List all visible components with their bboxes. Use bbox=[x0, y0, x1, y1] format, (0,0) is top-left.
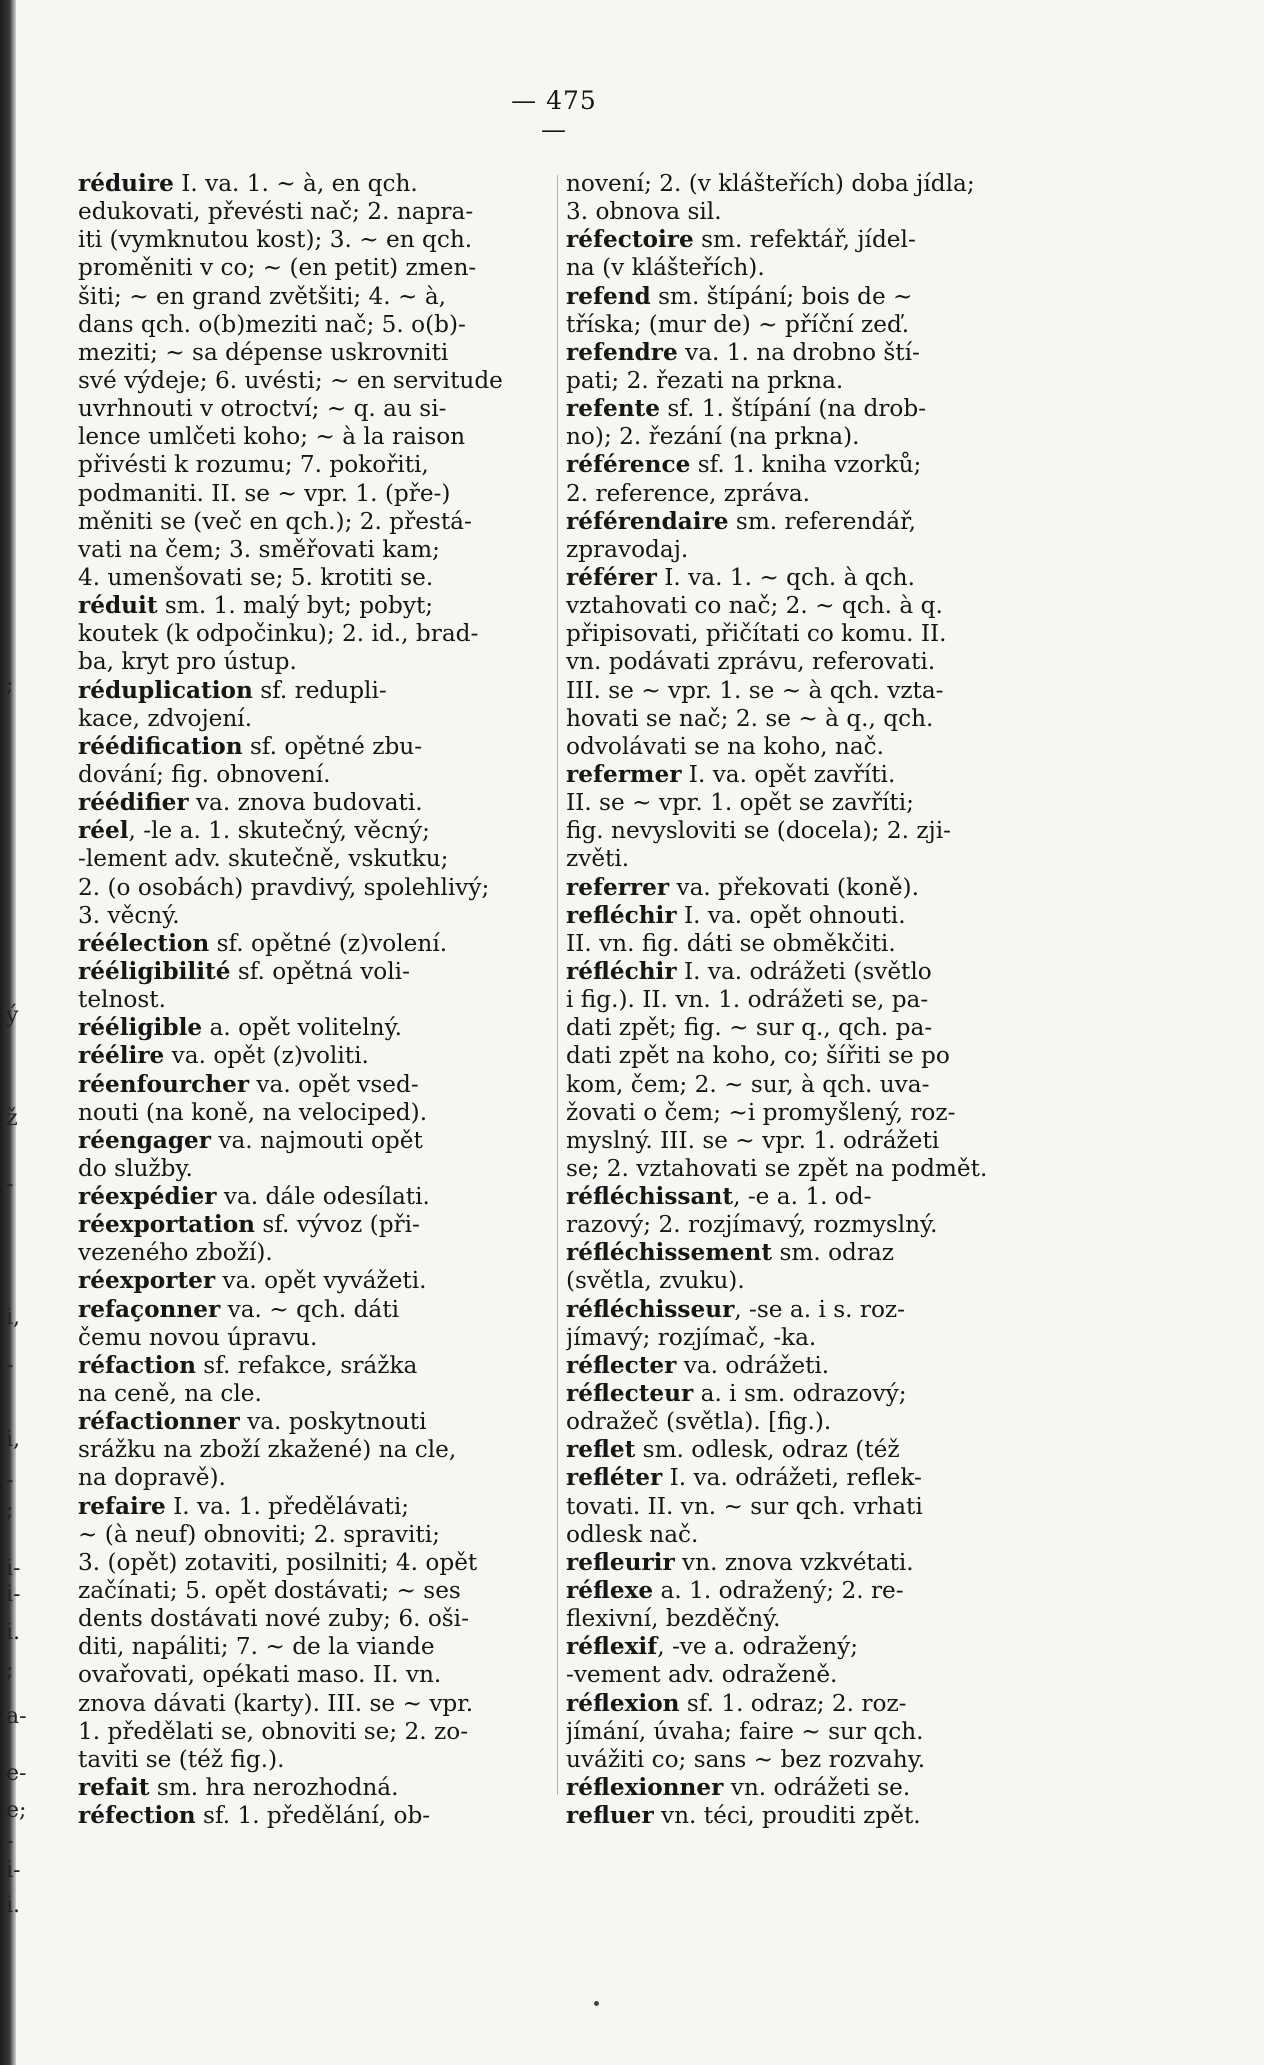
dictionary-line: réfactionner va. poskytnouti bbox=[78, 1408, 427, 1436]
headword: réduire bbox=[78, 170, 174, 197]
dictionary-line: jímání, úvaha; faire ~ sur qch. bbox=[566, 1717, 924, 1745]
dictionary-line: réfléchissant, -e a. 1. od- bbox=[566, 1183, 872, 1211]
dictionary-line: jímavý; rozjímač, -ka. bbox=[566, 1323, 817, 1351]
dictionary-line: podmaniti. II. se ~ vpr. 1. (pře-) bbox=[78, 479, 451, 507]
dictionary-line: 3. obnova sil. bbox=[566, 198, 722, 226]
edge-mark: ý bbox=[6, 1003, 19, 1028]
dictionary-line: srážku na zboží zkažené) na cle, bbox=[78, 1436, 457, 1464]
edge-mark: a- bbox=[6, 1704, 27, 1729]
edge-mark: ; bbox=[6, 673, 14, 698]
edge-mark: i- bbox=[6, 1858, 21, 1883]
dictionary-line: nouti (na koně, na velociped). bbox=[78, 1098, 428, 1126]
headword: refermer bbox=[566, 760, 682, 788]
headword: réenfourcher bbox=[78, 1070, 250, 1098]
headword: réflexionner bbox=[566, 1774, 724, 1802]
dictionary-line: rééligibilité sf. opětná voli- bbox=[78, 957, 410, 985]
dictionary-line: hovati se nač; 2. se ~ à q., qch. bbox=[566, 704, 934, 732]
dictionary-line: diti, napáliti; 7. ~ de la viande bbox=[78, 1633, 435, 1661]
page-number: — 475 — bbox=[511, 86, 597, 144]
dictionary-line: réfléchisseur, -se a. i s. roz- bbox=[566, 1295, 905, 1323]
dictionary-line: razový; 2. rozjímavý, rozmyslný. bbox=[566, 1211, 938, 1239]
dictionary-line: réel, -le a. 1. skutečný, věcný; bbox=[78, 817, 430, 845]
dictionary-line: réfléchissement sm. odraz bbox=[566, 1239, 895, 1267]
headword: refend bbox=[566, 282, 651, 310]
headword: réfactionner bbox=[78, 1408, 240, 1436]
dictionary-line: refend sm. štípání; bois de ~ bbox=[566, 282, 913, 310]
dictionary-line: žovati o čem; ~i promyšlený, roz- bbox=[566, 1098, 956, 1126]
headword: refendre bbox=[566, 338, 678, 366]
dictionary-line: réflexionner vn. odrážeti se. bbox=[566, 1774, 911, 1802]
edge-mark: ž bbox=[6, 1106, 18, 1131]
headword: réflecteur bbox=[566, 1380, 694, 1408]
dictionary-line: réexportation sf. vývoz (při- bbox=[78, 1211, 420, 1239]
dictionary-line: 3. věcný. bbox=[78, 901, 180, 929]
headword: reflet bbox=[566, 1436, 636, 1464]
headword: référendaire bbox=[566, 507, 729, 535]
dictionary-line: refleurir vn. znova vzkvétati. bbox=[566, 1548, 914, 1576]
dictionary-line: kom, čem; 2. ~ sur, à qch. uva- bbox=[566, 1070, 930, 1098]
dictionary-line: refermer I. va. opět zavříti. bbox=[566, 760, 896, 788]
dictionary-line: do služby. bbox=[78, 1154, 193, 1182]
dictionary-line: na ceně, na cle. bbox=[78, 1380, 262, 1408]
dictionary-line: réédification sf. opětné zbu- bbox=[78, 732, 423, 760]
headword: refente bbox=[566, 395, 661, 423]
dictionary-line: pati; 2. řezati na prkna. bbox=[566, 366, 844, 394]
stray-dot bbox=[594, 2001, 599, 2006]
dictionary-line: dati zpět; fig. ~ sur q., qch. pa- bbox=[566, 1014, 933, 1042]
dictionary-line: čemu novou úpravu. bbox=[78, 1323, 318, 1351]
dictionary-line: znova dávati (karty). III. se ~ vpr. bbox=[78, 1689, 474, 1717]
edge-mark: i, bbox=[6, 1427, 21, 1452]
headword: réfléchisseur bbox=[566, 1295, 735, 1323]
dictionary-line: référer I. va. 1. ~ qch. à qch. bbox=[566, 563, 915, 591]
dictionary-line: vztahovati co nač; 2. ~ qch. à q. bbox=[566, 592, 943, 620]
dictionary-line: 1. předělati se, obnoviti se; 2. zo- bbox=[78, 1717, 469, 1745]
right-dictionary-column bbox=[566, 170, 1046, 1830]
adjacent-page-edge-marks bbox=[6, 0, 32, 2065]
edge-mark: - bbox=[6, 1353, 14, 1378]
headword: réflexif bbox=[566, 1633, 658, 1661]
headword: réflexion bbox=[566, 1689, 680, 1717]
edge-mark: i. bbox=[6, 1620, 21, 1645]
dictionary-line: vezeného zboží). bbox=[78, 1239, 273, 1267]
edge-mark: i, bbox=[6, 1305, 21, 1330]
dictionary-line: vati na čem; 3. směřovati kam; bbox=[78, 535, 440, 563]
dictionary-line: refluer vn. téci, prouditi zpět. bbox=[566, 1802, 921, 1830]
dictionary-line: uvrhnouti v otroctví; ~ q. au si- bbox=[78, 395, 447, 423]
headword: réflecter bbox=[566, 1351, 677, 1379]
dictionary-line: ba, kryt pro ústup. bbox=[78, 648, 297, 676]
dictionary-line: réenfourcher va. opět vsed- bbox=[78, 1070, 419, 1098]
dictionary-line: lence umlčeti koho; ~ à la raison bbox=[78, 423, 466, 451]
headword: réengager bbox=[78, 1126, 211, 1154]
dictionary-line: uvážiti co; sans ~ bez rozvahy. bbox=[566, 1745, 926, 1773]
dictionary-line: iti (vymknutou kost); 3. ~ en qch. bbox=[78, 226, 473, 254]
dictionary-line: na dopravě). bbox=[78, 1464, 226, 1492]
dictionary-line: rééligible a. opět volitelný. bbox=[78, 1014, 402, 1042]
dictionary-line: připisovati, přičítati co komu. II. bbox=[566, 620, 947, 648]
dictionary-line: refaire I. va. 1. předělávati; bbox=[78, 1492, 410, 1520]
headword: rééligible bbox=[78, 1014, 203, 1042]
headword: réfléchissement bbox=[566, 1239, 773, 1267]
headword: referrer bbox=[566, 873, 670, 901]
dictionary-line: novení; 2. (v klášteřích) doba jídla; bbox=[566, 170, 975, 197]
edge-mark: i- bbox=[6, 1582, 21, 1607]
headword: réexpédier bbox=[78, 1183, 217, 1211]
dictionary-line: začínati; 5. opět dostávati; ~ ses bbox=[78, 1577, 461, 1605]
dictionary-line: telnost. bbox=[78, 986, 166, 1014]
dictionary-line: réflexif, -ve a. odražený; bbox=[566, 1633, 859, 1661]
dictionary-line: no); 2. řezání (na prkna). bbox=[566, 423, 860, 451]
dictionary-line: meziti; ~ sa dépense uskrovniti bbox=[78, 338, 449, 366]
dictionary-line: réfectoire sm. refektář, jídel- bbox=[566, 226, 916, 254]
dictionary-line: kace, zdvojení. bbox=[78, 704, 253, 732]
edge-mark: ; bbox=[6, 1658, 14, 1683]
dictionary-line: dati zpět na koho, co; šířiti se po bbox=[566, 1042, 950, 1070]
headword: refluer bbox=[566, 1802, 654, 1830]
dictionary-line: se; 2. vztahovati se zpět na podmět. bbox=[566, 1154, 988, 1182]
dictionary-line: dents dostávati nové zuby; 6. oši- bbox=[78, 1605, 469, 1633]
dictionary-line: ~ (à neuf) obnoviti; 2. spraviti; bbox=[78, 1520, 440, 1548]
dictionary-line: réfaction sf. refakce, srážka bbox=[78, 1351, 418, 1379]
dictionary-line: (světla, zvuku). bbox=[566, 1267, 745, 1295]
dictionary-line: proměniti v co; ~ (en petit) zmen- bbox=[78, 254, 477, 282]
dictionary-line: fig. nevysloviti se (docela); 2. zji- bbox=[566, 817, 951, 845]
dictionary-line: réflecteur a. i sm. odrazový; bbox=[566, 1380, 907, 1408]
edge-mark: i. bbox=[6, 1893, 21, 1918]
dictionary-line: réduire I. va. 1. ~ à, en qch. bbox=[78, 170, 418, 197]
edge-mark: i- bbox=[6, 1556, 21, 1581]
headword: réel bbox=[78, 817, 129, 845]
headword: refaçonner bbox=[78, 1295, 221, 1323]
edge-mark: - bbox=[6, 1468, 14, 1493]
dictionary-line: refaçonner va. ~ qch. dáti bbox=[78, 1295, 399, 1323]
edge-mark: ; bbox=[6, 1498, 14, 1523]
headword: réfléchissant bbox=[566, 1183, 734, 1211]
headword: réduit bbox=[78, 592, 158, 620]
headword: réduplication bbox=[78, 676, 253, 704]
headword: réflexe bbox=[566, 1577, 654, 1605]
dictionary-line: -vement adv. odraženě. bbox=[566, 1661, 838, 1689]
dictionary-line: II. vn. fig. dáti se obměkčiti. bbox=[566, 929, 896, 957]
dictionary-line: vn. podávati zprávu, referovati. bbox=[566, 648, 936, 676]
edge-mark: e- bbox=[6, 1761, 27, 1786]
dictionary-line: své výdeje; 6. uvésti; ~ en servitude bbox=[78, 366, 503, 394]
dictionary-line: dování; fig. obnovení. bbox=[78, 760, 331, 788]
headword: refaire bbox=[78, 1492, 166, 1520]
dictionary-line: přivésti k rozumu; 7. pokořiti, bbox=[78, 451, 429, 479]
headword: refléchir bbox=[566, 901, 677, 929]
dictionary-line: reflet sm. odlesk, odraz (též bbox=[566, 1436, 900, 1464]
dictionary-line: réflexe a. 1. odražený; 2. re- bbox=[566, 1577, 904, 1605]
edge-mark: - bbox=[6, 1829, 14, 1854]
headword: refléter bbox=[566, 1464, 663, 1492]
dictionary-line: edukovati, převésti nač; 2. napra- bbox=[78, 198, 474, 226]
dictionary-line: zvěti. bbox=[566, 845, 630, 873]
headword: référence bbox=[566, 451, 691, 479]
dictionary-line: dans qch. o(b)meziti nač; 5. o(b)- bbox=[78, 310, 466, 338]
headword: réfaction bbox=[78, 1351, 196, 1379]
dictionary-line: refente sf. 1. štípání (na drob- bbox=[566, 395, 927, 423]
dictionary-line: odlesk nač. bbox=[566, 1520, 699, 1548]
dictionary-line: odražeč (světla). [fig.). bbox=[566, 1408, 832, 1436]
headword: refleurir bbox=[566, 1548, 675, 1576]
dictionary-line: tříska; (mur de) ~ příční zeď. bbox=[566, 310, 910, 338]
dictionary-line: réexpédier va. dále odesílati. bbox=[78, 1183, 430, 1211]
dictionary-line: měniti se (več en qch.); 2. přestá- bbox=[78, 507, 472, 535]
headword: réexportation bbox=[78, 1211, 256, 1239]
dictionary-line: -lement adv. skutečně, vskutku; bbox=[78, 845, 449, 873]
dictionary-line: réédifier va. znova budovati. bbox=[78, 789, 423, 817]
dictionary-line: refait sm. hra nerozhodná. bbox=[78, 1774, 399, 1802]
headword: réédification bbox=[78, 732, 243, 760]
dictionary-line: refendre va. 1. na drobno ští- bbox=[566, 338, 920, 366]
dictionary-line: refléter I. va. odrážeti, reflek- bbox=[566, 1464, 922, 1492]
dictionary-line: tovati. II. vn. ~ sur qch. vrhati bbox=[566, 1492, 923, 1520]
headword: réfectoire bbox=[566, 226, 694, 254]
dictionary-line: 2. reference, zpráva. bbox=[566, 479, 811, 507]
dictionary-line: refléchir I. va. opět ohnouti. bbox=[566, 901, 906, 929]
dictionary-line: réflexion sf. 1. odraz; 2. roz- bbox=[566, 1689, 907, 1717]
dictionary-line: réfection sf. 1. předělání, ob- bbox=[78, 1802, 431, 1830]
dictionary-line: 3. (opět) zotaviti, posilniti; 4. opět bbox=[78, 1548, 478, 1576]
dictionary-line: référence sf. 1. kniha vzorků; bbox=[566, 451, 922, 479]
headword: rééligibilité bbox=[78, 957, 231, 985]
dictionary-line: réélire va. opět (z)voliti. bbox=[78, 1042, 369, 1070]
dictionary-line: réflecter va. odrážeti. bbox=[566, 1351, 830, 1379]
dictionary-line: i fig.). II. vn. 1. odrážeti se, pa- bbox=[566, 986, 929, 1014]
dictionary-line: šiti; ~ en grand zvětšiti; 4. ~ à, bbox=[78, 282, 447, 310]
dictionary-line: réexporter va. opět vyvážeti. bbox=[78, 1267, 427, 1295]
dictionary-line: zpravodaj. bbox=[566, 535, 689, 563]
dictionary-line: III. se ~ vpr. 1. se ~ à qch. vzta- bbox=[566, 676, 944, 704]
headword: réfléchir bbox=[566, 957, 677, 985]
edge-mark: e; bbox=[6, 1798, 27, 1823]
dictionary-line: réduit sm. 1. malý byt; pobyt; bbox=[78, 592, 434, 620]
dictionary-line: koutek (k odpočinku); 2. id., brad- bbox=[78, 620, 479, 648]
dictionary-line: odvolávati se na koho, nač. bbox=[566, 732, 885, 760]
headword: réélire bbox=[78, 1042, 165, 1070]
dictionary-line: taviti se (též fig.). bbox=[78, 1745, 285, 1773]
dictionary-line: II. se ~ vpr. 1. opět se zavříti; bbox=[566, 789, 914, 817]
dictionary-line: réduplication sf. redupli- bbox=[78, 676, 387, 704]
column-divider bbox=[557, 175, 558, 1795]
dictionary-line: ovařovati, opékati maso. II. vn. bbox=[78, 1661, 442, 1689]
edge-mark: - bbox=[6, 1172, 14, 1197]
dictionary-line: 2. (o osobách) pravdivý, spolehlivý; bbox=[78, 873, 490, 901]
dictionary-line: réengager va. najmouti opět bbox=[78, 1126, 423, 1154]
dictionary-line: 4. umenšovati se; 5. krotiti se. bbox=[78, 563, 434, 591]
headword: refait bbox=[78, 1774, 150, 1802]
dictionary-line: réfléchir I. va. odrážeti (světlo bbox=[566, 957, 932, 985]
dictionary-line: flexivní, bezděčný. bbox=[566, 1605, 781, 1633]
dictionary-line: myslný. III. se ~ vpr. 1. odrážeti bbox=[566, 1126, 940, 1154]
headword: réélection bbox=[78, 929, 210, 957]
dictionary-line: referrer va. překovati (koně). bbox=[566, 873, 919, 901]
headword: réexporter bbox=[78, 1267, 216, 1295]
headword: référer bbox=[566, 563, 657, 591]
dictionary-line: référendaire sm. referendář, bbox=[566, 507, 916, 535]
headword: réfection bbox=[78, 1802, 196, 1830]
dictionary-line: réélection sf. opětné (z)volení. bbox=[78, 929, 448, 957]
left-dictionary-column bbox=[78, 170, 548, 1830]
dictionary-line: na (v klášteřích). bbox=[566, 254, 765, 282]
headword: réédifier bbox=[78, 789, 189, 817]
